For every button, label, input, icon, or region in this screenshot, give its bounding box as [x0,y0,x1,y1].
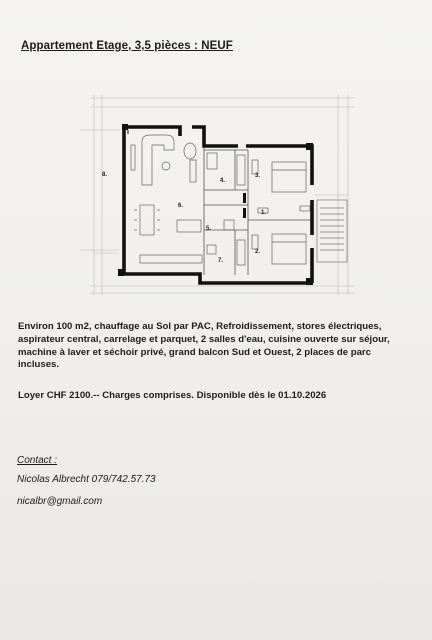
room-label-8: 8. [102,172,108,178]
room-label-5: 5. [206,226,212,232]
contact-heading: Contact : [17,455,58,466]
balcony-stairs [317,200,347,262]
contact-email: nicalbr@gmail.com [17,496,103,507]
room-label-4: 4. [220,178,226,184]
description-text: Environ 100 m2, chauffage au Sol par PAC, Refroidissement, stores électriques, aspirateur central, carrelage et parquet, 2 salles d'eau, cuisine ouverte sur séjour, machine à laver et séchoir privé, grand balcon Sud et Ouest, 2 places de parc incluses. [18,321,390,371]
room-label-1: 1. [261,210,267,216]
room-label-2: 2. [255,249,261,255]
contact-name-phone: Nicolas Albrecht 079/742.57.73 [17,474,156,485]
room-label-6: 6. [178,203,184,209]
page-title: Appartement Etage, 3,5 pièces : NEUF [21,40,233,52]
room-label-7: 7. [218,258,224,264]
room-label-3: 3. [255,173,261,179]
rent-line: Loyer CHF 2100.-- Charges comprises. Disponible dès le 01.10.2026 [18,390,327,401]
furniture [131,135,310,265]
floor-plan [80,90,360,300]
